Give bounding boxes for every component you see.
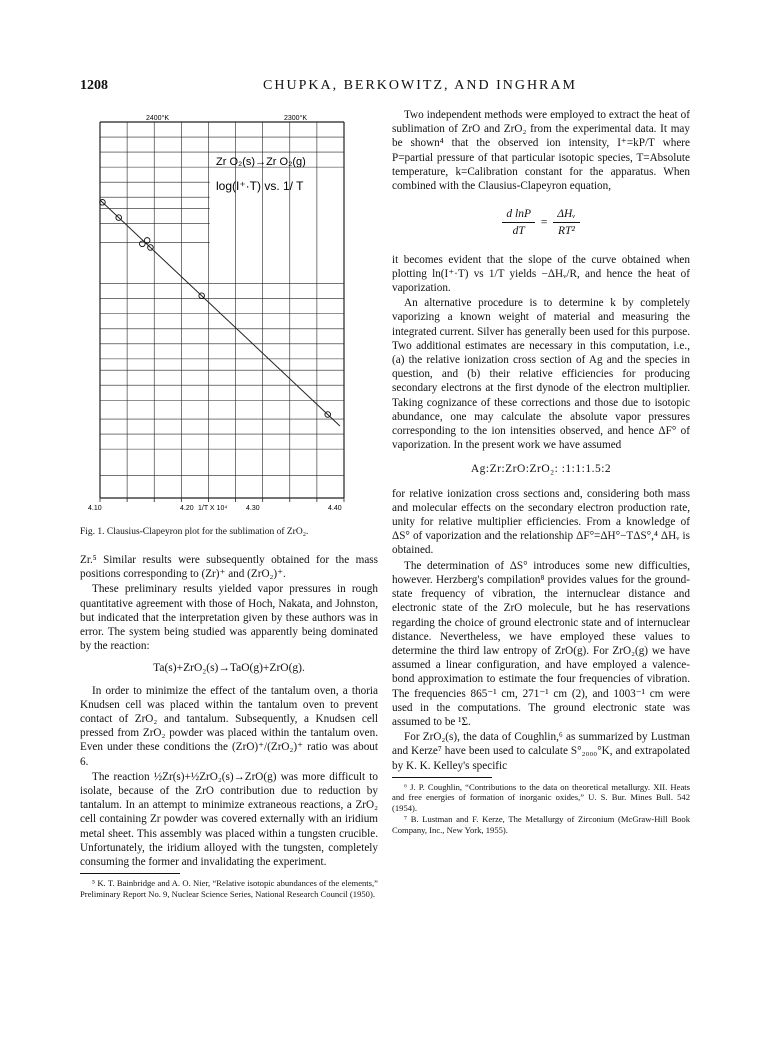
left-column — [80, 553, 378, 900]
regression-line — [100, 200, 340, 426]
footnote-7: ⁷ B. Lustman and F. Kerze, The Metallurgy of Zirconium (McGraw-Hill Book Company, Inc., New York, 1955). — [392, 814, 690, 835]
eq-equals: = — [540, 216, 548, 229]
clausius-clapeyron-plot — [88, 108, 370, 513]
right-paragraph-6: For ZrO₂(s), the data of Coughlin,⁶ as summarized by Lustman and Kerze⁷ have been used to calculate S°₂₀₀₀°K, and extrapolated by K. K. Kelley's specific — [392, 731, 690, 772]
page-number: 1208 — [80, 78, 108, 93]
left-paragraph-4: The reaction ½Zr(s)+½ZrO₂(s)→ZrO(g) was more difficult to isolate, because of the ZrO contribution due to reduction by tantalum. In an attempt to minimize extraneous reactions, a ZrO₂ cell containing Zr powder was covered externally with an iridium metal sheet. This assembly was placed within a tungsten crucible. Unfortunately, the iridium alloyed with the tungsten, completely consuming the former and invalidating the experiment. — [80, 770, 378, 869]
left-paragraph-1: Zr.⁵ Similar results were subsequently obtained for the mass positions corresponding to (Zr)⁺ and (ZrO₂)⁺. — [80, 554, 378, 581]
reaction-label: Zr O₂(s)→Zr O₂(g) — [216, 156, 306, 168]
right-paragraph-1: Two independent methods were employed to extract the heat of sublimation of ZrO and ZrO₂ from the experimental data. It may be shown⁴ that the observed ion intensity, I⁺=kP/T where P=partial pressure of that particular isotopic species, T=Absolute temperature, k=Calibration constant for the apparatus. When combined with the Clausius-Clapeyron equation, — [392, 109, 690, 193]
data-point — [139, 241, 145, 247]
cross-section-ratio: Ag:Zr:ZrO:ZrO₂: :1:1:1.5:2 — [470, 463, 612, 476]
left-paragraph-3: In order to minimize the effect of the tantalum oven, a thoria Knudsen cell was placed within the tantalum oven to prevent contact of ZrO₂ and tantalum. Subsequently, a Knudsen cell pressed from ZrO₂ powder was placed within the tantalum oven. Even under these conditions the (ZrO)⁺/(ZrO₂)⁺ ratio was about 6. — [80, 684, 378, 768]
x-tick-4-30: 4.30 — [246, 505, 260, 512]
left-paragraph-2: These preliminary results yielded vapor pressures in rough quantitative agreement with those of Hoch, Nakata, and Johnston, but indicated that the interpretation given by these authors was in error. The system being studied was apparently being dominated by the reaction: — [80, 583, 378, 653]
top-temp-label-left: 2400°K — [146, 115, 170, 122]
top-temp-label-right: 2300°K — [284, 115, 308, 122]
fit-line — [100, 200, 340, 426]
footnote-rule — [80, 873, 180, 874]
footnote-rule-right — [392, 777, 492, 778]
reaction-equation: Ta(s)+ZrO₂(s)→TaO(g)+ZrO(g). — [153, 662, 305, 675]
plot-label: log(I⁺·T) vs. 1/ T — [216, 179, 304, 193]
x-tick-4-40: 4.40 — [328, 505, 342, 512]
eq-right-fraction — [553, 207, 579, 238]
right-column — [392, 108, 690, 836]
figure-1 — [88, 108, 370, 513]
right-paragraph-2: it becomes evident that the slope of the curve obtained when plotting ln(I⁺·T) vs 1/T yields −ΔHᵥ/R, and hence the heat of vaporization. — [392, 253, 690, 295]
footnote-5: ⁵ K. T. Bainbridge and A. O. Nier, “Relative isotopic abundances of the elements,” Preliminary Report No. 9, Nuclear Science Series, National Research Council (1950). — [80, 878, 378, 899]
footnote-6: ⁶ J. P. Coughlin, “Contributions to the data on theoretical metallurgy. XII. Heats and free energies of formation of inorganic oxides,” U. S. Bur. Mines Bull. 542 (1954). — [392, 781, 690, 813]
eq-right-numerator: ΔHᵥ — [553, 207, 579, 223]
right-paragraph-3: An alternative procedure is to determine k by completely vaporizing a known weight of material and measuring the integrated current. Silver has generally been used for this purpose. Two additional estimates are necessary in this computation, i.e., (a) the relative ionization cross section of Ag and the species in question, and (b) their relative efficiencies for producing secondary electrons at the first dynode of the electron multiplier. Taking cognizance of these corrections and those due to isotopic abundance, one may calculate the absolute vapor pressures corresponding to the ion intensities observed, and hence ΔF° of vaporization. In the present work we have assumed — [392, 297, 690, 452]
eq-numerator: d lnP — [502, 207, 535, 223]
running-head: CHUPKA, BERKOWITZ, AND INGHRAM — [263, 78, 577, 93]
x-tick-4-10: 4.10 — [88, 505, 102, 512]
x-tick-4-20: 4.20 — [180, 505, 194, 512]
eq-left-fraction — [502, 207, 535, 238]
eq-right-denominator: RT² — [557, 225, 575, 238]
right-paragraph-5: The determination of ΔS° introduces some new difficulties, however. Herzberg's compilation⁸ provides values for the ground-state frequency of vibration, the internuclear distance and electronic state of the ZrO molecule, but he has reservations regarding the choice of ground electronic state and of internuclear distance. Nevertheless, we have employed these values to determine the third law entropy of ZrO(g). For ZrO₂(g) we have assumed a linear configuration, and have employed a valence-bond approximation to estimate the four frequencies of vibration. The frequencies 865⁻¹ cm, 271⁻¹ cm (2), and 1003⁻¹ cm were used in the computations. The ground electronic state was assumed to be ¹Σ. — [392, 559, 690, 728]
x-axis-label: 1/T X 10⁴ — [198, 505, 228, 512]
eq-denominator: dT — [512, 225, 525, 238]
clausius-clapeyron-equation — [392, 207, 690, 238]
right-paragraph-4: for relative ionization cross sections and, considering both mass and molecular effects on the secondary electron production rate, unity for relative multiplier efficiencies. From a knowledge of ΔS° of vaporization and the relationship ΔF°=ΔH°−TΔS°,⁴ ΔHᵥ is obtained. — [392, 487, 690, 557]
figure-caption: Fig. 1. Clausius-Clapeyron plot for the sublimation of ZrO₂. — [80, 527, 309, 537]
